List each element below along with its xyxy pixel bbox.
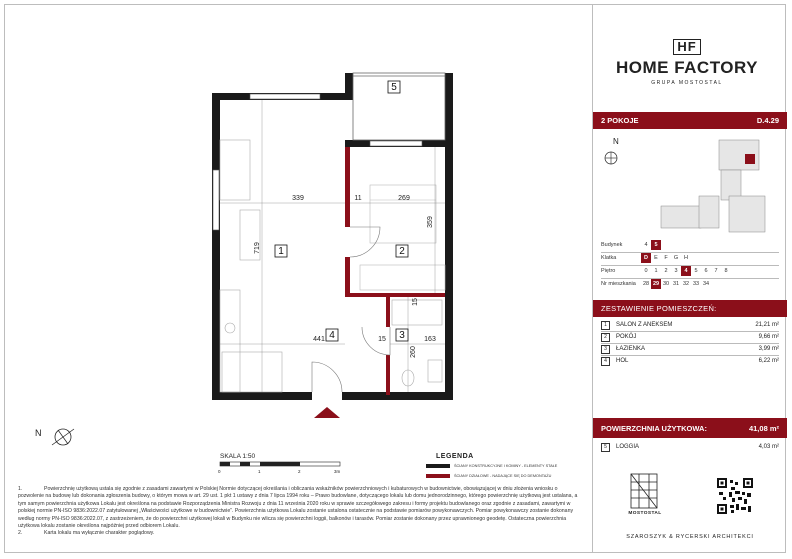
stairwell-G: G [673,255,679,261]
side-compass-north-label: N [613,137,619,146]
room-number-5: 5 [391,82,397,93]
room-row-2: 2 POKÓJ 9,66 m² [601,332,779,342]
logo-name: HOME FACTORY [615,58,758,77]
total-area-value: 41,08 m² [748,423,779,433]
building-4: 4 [644,242,648,248]
site-key-plan [659,136,773,236]
dim-719: 719 [254,242,261,254]
mostostal-label: MOSTOSTAL [628,511,662,516]
dim-441: 441 [313,336,325,343]
legend-text-structural: ŚCIANY KONSTRUKCYJNE I KOMINY - ELEMENTY STAŁE [454,463,558,468]
legend-swatch-structural [426,464,450,468]
dimension-labels [254,195,436,358]
dim-15a: 15 [378,336,386,343]
notes [18,486,584,538]
floor-6: 6 [704,268,708,274]
scale-tick-0: 0 [218,469,221,474]
stairwell-D: D [641,253,651,263]
dim-163: 163 [424,336,436,343]
total-area [593,418,787,438]
legend-item-structural [426,462,557,469]
dim-359: 359 [427,216,434,228]
room-number-1: 1 [278,246,284,257]
windows [213,94,422,230]
room-number-2: 2 [399,246,405,257]
scale-tick-2: 2 [298,469,301,474]
unit-header [593,112,787,129]
floor-1: 1 [654,268,658,274]
floor-5: 5 [694,268,698,274]
dim-11: 11 [354,195,362,202]
apt-34: 34 [702,281,710,287]
logo-group: GRUPA MOSTOSTAL [651,80,723,86]
total-area-label: POWIERZCHNIA UŻYTKOWA: [601,423,707,433]
room-row-3: 3 ŁAZIENKA 3,99 m² [601,344,779,354]
unit-id: D.4.29 [756,116,779,125]
legend-title: LEGENDA [436,453,474,460]
note-2: 2. Karta lokalu ma wyłącznie charakter poglądowy. [18,530,155,537]
room-row-4: 4 HOL 6,22 m² [601,356,779,366]
apt-30: 30 [662,281,670,287]
apt-33: 33 [692,281,700,287]
bathroom-fixtures [392,300,442,386]
dim-15b: 15 [412,298,419,306]
compass-north-label: N [35,428,42,438]
floor-0: 0 [644,268,648,274]
room-row-1: 1 SALON Z ANEKSEM 21,21 m² [601,320,779,330]
floor-7: 7 [714,268,718,274]
qr-code[interactable] [717,478,753,514]
stairwell-H: H [684,255,688,261]
dim-339: 339 [292,195,304,202]
brand-logo [613,38,761,90]
apt-31: 31 [672,281,680,287]
scale-title: SKALA 1:50 [220,453,256,460]
scale-bar [220,462,340,466]
compass-icon [35,428,74,445]
floor-2: 2 [664,268,668,274]
apt-32: 32 [682,281,690,287]
row-floor: Piętro 0 1 2 3 4 5 6 7 8 [601,266,731,276]
doors [312,227,390,392]
info-panel [592,4,786,553]
dim-260: 260 [410,346,417,358]
room-number-4: 4 [329,330,335,341]
stairwell-F: F [664,255,668,261]
row-apartment: Nr mieszkania 28 29 30 31 32 33 34 [601,281,710,287]
building-5: 5 [651,240,661,250]
note-1: 1. Powierzchnię użytkową ustala się zgodnie z zasadami zawartymi w Polskiej Normie dotyczącej określania i obliczania wskaźników powierzchniowych i kubaturowych w budownictwie, obowiązującej w dniu złożenia wniosku o pozwolenie na budowę lub dokonania zgłoszenia budowy, o którym mowa w art. 29 ust. 1 pkt 1 ustawy z dnia 7 lipca 1994 roku – Prawo budowlane, dotyczącego lokalu lub domu jednorodzinnego, którego powierzchnię użytkową jest ustalana, a tym samym powierzchnia użytkowa Lokalu jest określona na podstawie Rozporządzenia Ministra Rozwoju z dnia 11 września 2020 roku w sprawie szczegółowego zakresu i formy projektu budowlanego oraz zgodnie z zasadami, zawartymi w polskiej normie PN-ISO 9836:2022.07 zatytułowanej „Właściwości użytkowe w budownictwie”. Powierzchnia użytkowa Lokalu zostanie ustalona ostatecznie na podstawie pomiarów powykonawczych. Pomiar powykonawczy zostanie dokonany według normy PN-ISO 9836:2022.07, z zastrzeżeniem, że do powierzchni użytkowej lokali w Budynku nie wlicza się powierzchni loggii, balkonów i tarasów. Pomiar zostanie dokonany przez uprawnionego geodetę. Ostateczna powierzchnia użytkowa lokalu zostanie określona najpóźniej przed odbiorem Lokalu. [18,486,578,530]
scale-tick-3: 3m [334,469,341,474]
floor-8: 8 [724,268,728,274]
apt-28: 28 [642,281,650,287]
row-stairwell: Klatka D E F G H [601,253,691,263]
floor-4: 4 [681,266,691,276]
legend-item-partition [426,472,551,479]
row-building: Budynek 4 5 [601,240,661,250]
extra-room-row-5: 5 LOGGIA 4,03 m² [601,442,779,452]
architects: SZAROSZYK & RYCERSKI ARCHITEKCI [626,534,754,540]
logo-mark: HF [673,39,700,55]
floor-3: 3 [674,268,678,274]
legend-text-partition: ŚCIANY DZIAŁOWE - NADAJĄCE SIĘ DO DEMONTAŻU [454,473,552,478]
stairwell-E: E [654,255,658,261]
room-number-3: 3 [399,330,405,341]
scale-tick-1: 1 [258,469,261,474]
dim-269: 269 [398,195,410,202]
legend-swatch-partition [426,474,450,478]
rooms-count-label: 2 POKOJE [601,116,639,125]
kitchen-furniture [220,140,282,392]
side-compass-icon [599,142,623,166]
rooms-header: ZESTAWIENIE POMIESZCZEŃ: [593,300,787,317]
apt-29: 29 [652,281,660,287]
entrance-arrow [314,407,340,418]
